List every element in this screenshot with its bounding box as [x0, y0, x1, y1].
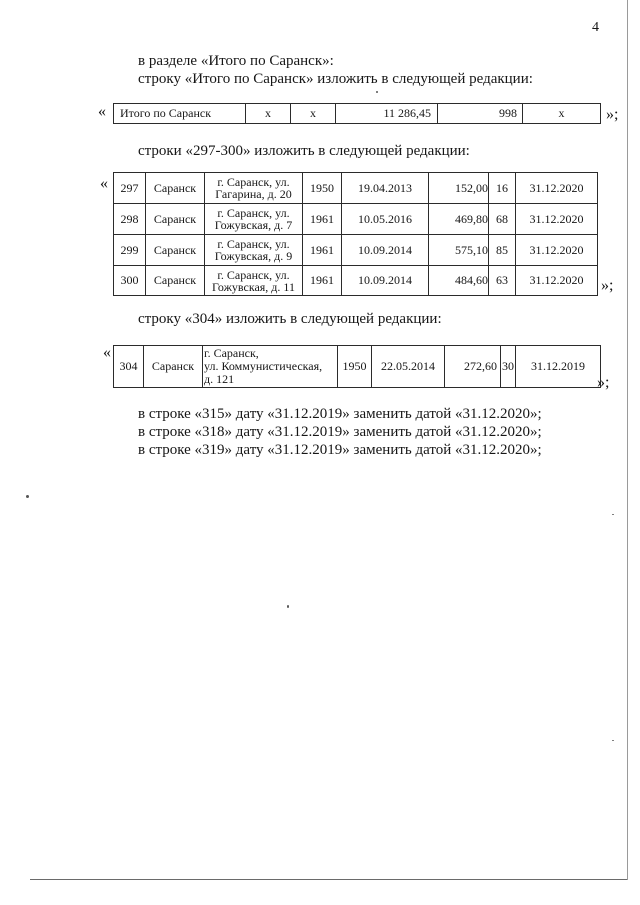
date-cell: 10.05.2016 [342, 204, 429, 235]
city-cell: Саранск [144, 346, 203, 388]
scan-speck [287, 605, 289, 608]
table-row [114, 266, 598, 296]
open-quote: « [100, 175, 108, 192]
address-line: д. 121 [204, 372, 235, 386]
total-count-cell: 998 [438, 104, 523, 124]
date-cell: 10.09.2014 [342, 266, 429, 296]
section-line: в разделе «Итого по Саранск»: [138, 53, 334, 69]
address-cell [205, 235, 303, 266]
row-number-cell: 300 [114, 266, 146, 296]
scan-speck [26, 495, 29, 498]
row-number-cell: 299 [114, 235, 146, 266]
table-row [114, 104, 601, 124]
city-cell: Саранск [146, 173, 205, 204]
scan-border-right [627, 0, 628, 880]
year-cell: 1961 [303, 235, 342, 266]
city-cell: Саранск [146, 266, 205, 296]
scan-speck [612, 514, 614, 515]
address-cell [205, 173, 303, 204]
instruction-297-300-line: строки «297-300» изложить в следующей редакции: [138, 143, 470, 159]
address-cell [205, 204, 303, 235]
city-cell: Саранск [146, 235, 205, 266]
count-cell: 16 [489, 173, 516, 204]
area-cell: 272,60 [445, 346, 501, 388]
address-line: г. Саранск, ул. [217, 175, 290, 189]
table-row [114, 346, 601, 388]
close-quote: »; [601, 277, 614, 294]
count-cell: 68 [489, 204, 516, 235]
address-line: г. Саранск, ул. [217, 237, 290, 251]
date-cell: 10.09.2014 [342, 235, 429, 266]
scan-border-bottom [30, 879, 628, 880]
address-line: г. Саранск, ул. [217, 267, 290, 282]
close-quote: »; [606, 106, 619, 123]
total-x-cell: х [523, 104, 601, 124]
table-row [114, 173, 598, 204]
table-row [114, 204, 598, 235]
date-replacement-line: в строке «318» дату «31.12.2019» заменить датой «31.12.2020»; [138, 424, 542, 440]
date-cell: 19.04.2013 [342, 173, 429, 204]
date-replacement-line: в строке «319» дату «31.12.2019» заменить датой «31.12.2020»; [138, 442, 542, 458]
area-cell: 469,80 [429, 204, 489, 235]
year-cell: 1950 [338, 346, 372, 388]
table-row [114, 235, 598, 266]
total-label-cell: Итого по Саранск [114, 104, 246, 124]
year-cell: 1950 [303, 173, 342, 204]
page-number: 4 [592, 20, 599, 35]
year-cell: 1961 [303, 266, 342, 296]
year-cell: 1961 [303, 204, 342, 235]
row-number-cell: 297 [114, 173, 146, 204]
deadline-cell: 31.12.2020 [516, 235, 598, 266]
open-quote: « [103, 344, 111, 361]
deadline-cell: 31.12.2019 [516, 346, 601, 388]
instruction-total-line: строку «Итого по Саранск» изложить в следующей редакции: [138, 71, 533, 87]
count-cell: 30 [501, 346, 516, 388]
address-line: г. Саранск, ул. [217, 206, 290, 220]
address-line: ул. Коммунистическая, [204, 359, 323, 373]
address-cell [205, 266, 303, 296]
address-line: г. Саранск, [204, 346, 259, 360]
total-x-cell: х [291, 104, 336, 124]
area-cell: 575,10 [429, 235, 489, 266]
deadline-cell: 31.12.2020 [516, 266, 598, 296]
row-number-cell: 298 [114, 204, 146, 235]
close-quote: »; [597, 374, 610, 391]
deadline-cell: 31.12.2020 [516, 173, 598, 204]
row-304-table [113, 345, 601, 388]
total-x-cell: х [246, 104, 291, 124]
scan-speck [612, 740, 614, 741]
address-line: Гожувская, д. 7 [214, 218, 293, 232]
total-amount-cell: 11 286,45 [336, 104, 438, 124]
open-quote: « [98, 103, 106, 120]
rows-297-300-table [113, 172, 598, 296]
deadline-cell: 31.12.2020 [516, 204, 598, 235]
count-cell: 85 [489, 235, 516, 266]
area-cell: 484,60 [429, 266, 489, 296]
instruction-304-line: строку «304» изложить в следующей редакции: [138, 311, 442, 327]
address-cell [203, 346, 338, 388]
total-table [113, 103, 601, 124]
area-cell: 152,00 [429, 173, 489, 204]
row-number-cell: 304 [114, 346, 144, 388]
scan-speck [376, 91, 378, 93]
city-cell: Саранск [146, 204, 205, 235]
date-cell: 22.05.2014 [372, 346, 445, 388]
count-cell: 63 [489, 266, 516, 296]
address-line: Гожувская, д. 11 [212, 279, 295, 294]
address-line: Гожувская, д. 9 [214, 249, 293, 263]
date-replacement-line: в строке «315» дату «31.12.2019» заменить датой «31.12.2020»; [138, 406, 542, 422]
address-line: Гагарина, д. 20 [215, 187, 292, 201]
